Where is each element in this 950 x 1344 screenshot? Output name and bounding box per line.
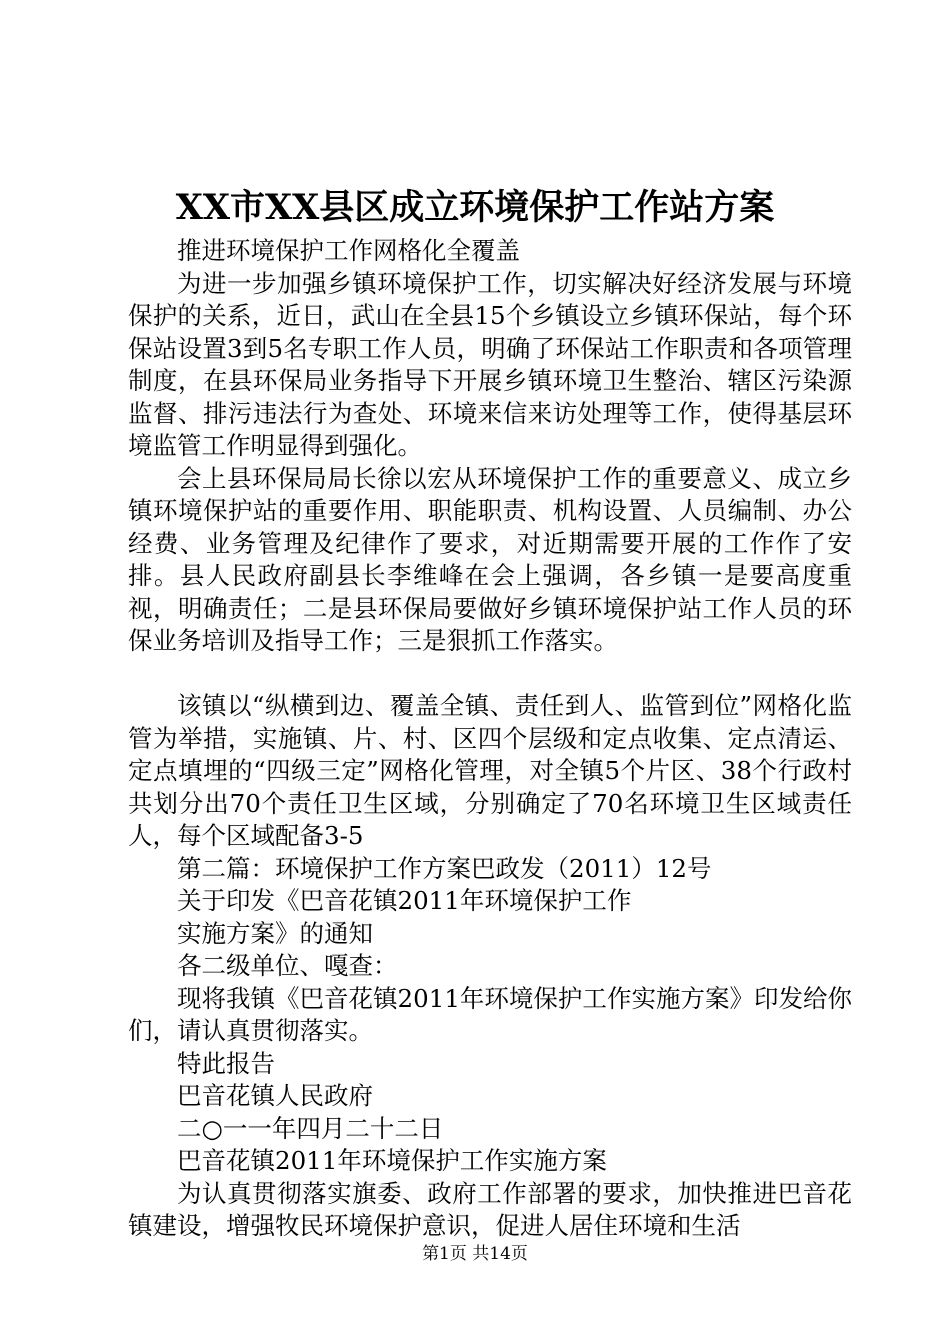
body-paragraph: 该镇以“纵横到边、覆盖全镇、责任到人、监管到位”网格化监管为举措，实施镇、片、村、区四个层级和定点收集、定点清运、定点填埋的“四级三定”网格化管理，对全镇5个片区、38个行政村共划分出70个责任卫生区域，分别确定了70名环境卫生区域责任人，每个区域配备3-5 [128, 691, 852, 850]
body-paragraph: 会上县环保局局长徐以宏从环境保护工作的重要意义、成立乡镇环境保护站的重要作用、职能职责、机构设置、人员编制、办公经费、业务管理及纪律作了要求，对近期需要开展的工作作了安排。县人民政府副县长李维峰在会上强调，各乡镇一是要高度重视，明确责任；二是县环保局要做好乡镇环境保护站工作人员的环保业务培训及指导工作；三是狠抓工作落实。 [128, 463, 852, 655]
body-paragraph: 现将我镇《巴音花镇2011年环境保护工作实施方案》印发给你们，请认真贯彻落实。 [128, 983, 852, 1045]
notice-issuer: 巴音花镇人民政府 [177, 1081, 373, 1110]
document-body [128, 235, 852, 1243]
body-paragraph: 为认真贯彻落实旗委、政府工作部署的要求，加快推进巴音花镇建设，增强牧民环境保护意识，促进人居住环境和生活 [128, 1178, 852, 1240]
subtitle-paragraph: 推进环境保护工作网格化全覆盖 [177, 236, 520, 265]
notice-recipients: 各二级单位、嘎查： [177, 951, 398, 980]
section-heading: 第二篇：环境保护工作方案巴政发（2011）12号 [177, 853, 712, 883]
paragraph-gap [128, 658, 852, 691]
page-number-footer: 第1页 共14页 [422, 1244, 528, 1264]
notice-closing: 特此报告 [177, 1048, 275, 1078]
plan-title: 巴音花镇2011年环境保护工作实施方案 [177, 1146, 607, 1175]
notice-date: 二○一一年四月二十二日 [177, 1113, 444, 1143]
body-paragraph: 为进一步加强乡镇环境保护工作，切实解决好经济发展与环境保护的关系，近日，武山在全县15个乡镇设立乡镇环保站，每个环保站设置3到5名专职工作人员，明确了环保站工作职责和各项管理制度，在县环保局业务指导下开展乡镇环境卫生整治、辖区污染源监督、排污违法行为查处、环境来信来访处理等工作，使得基层环境监管工作明显得到强化。 [128, 268, 852, 460]
document-title: XX市XX县区成立环境保护工作站方案 [175, 187, 775, 228]
notice-title-line: 实施方案》的通知 [177, 918, 373, 948]
notice-title-line: 关于印发《巴音花镇2011年环境保护工作 [177, 886, 632, 915]
